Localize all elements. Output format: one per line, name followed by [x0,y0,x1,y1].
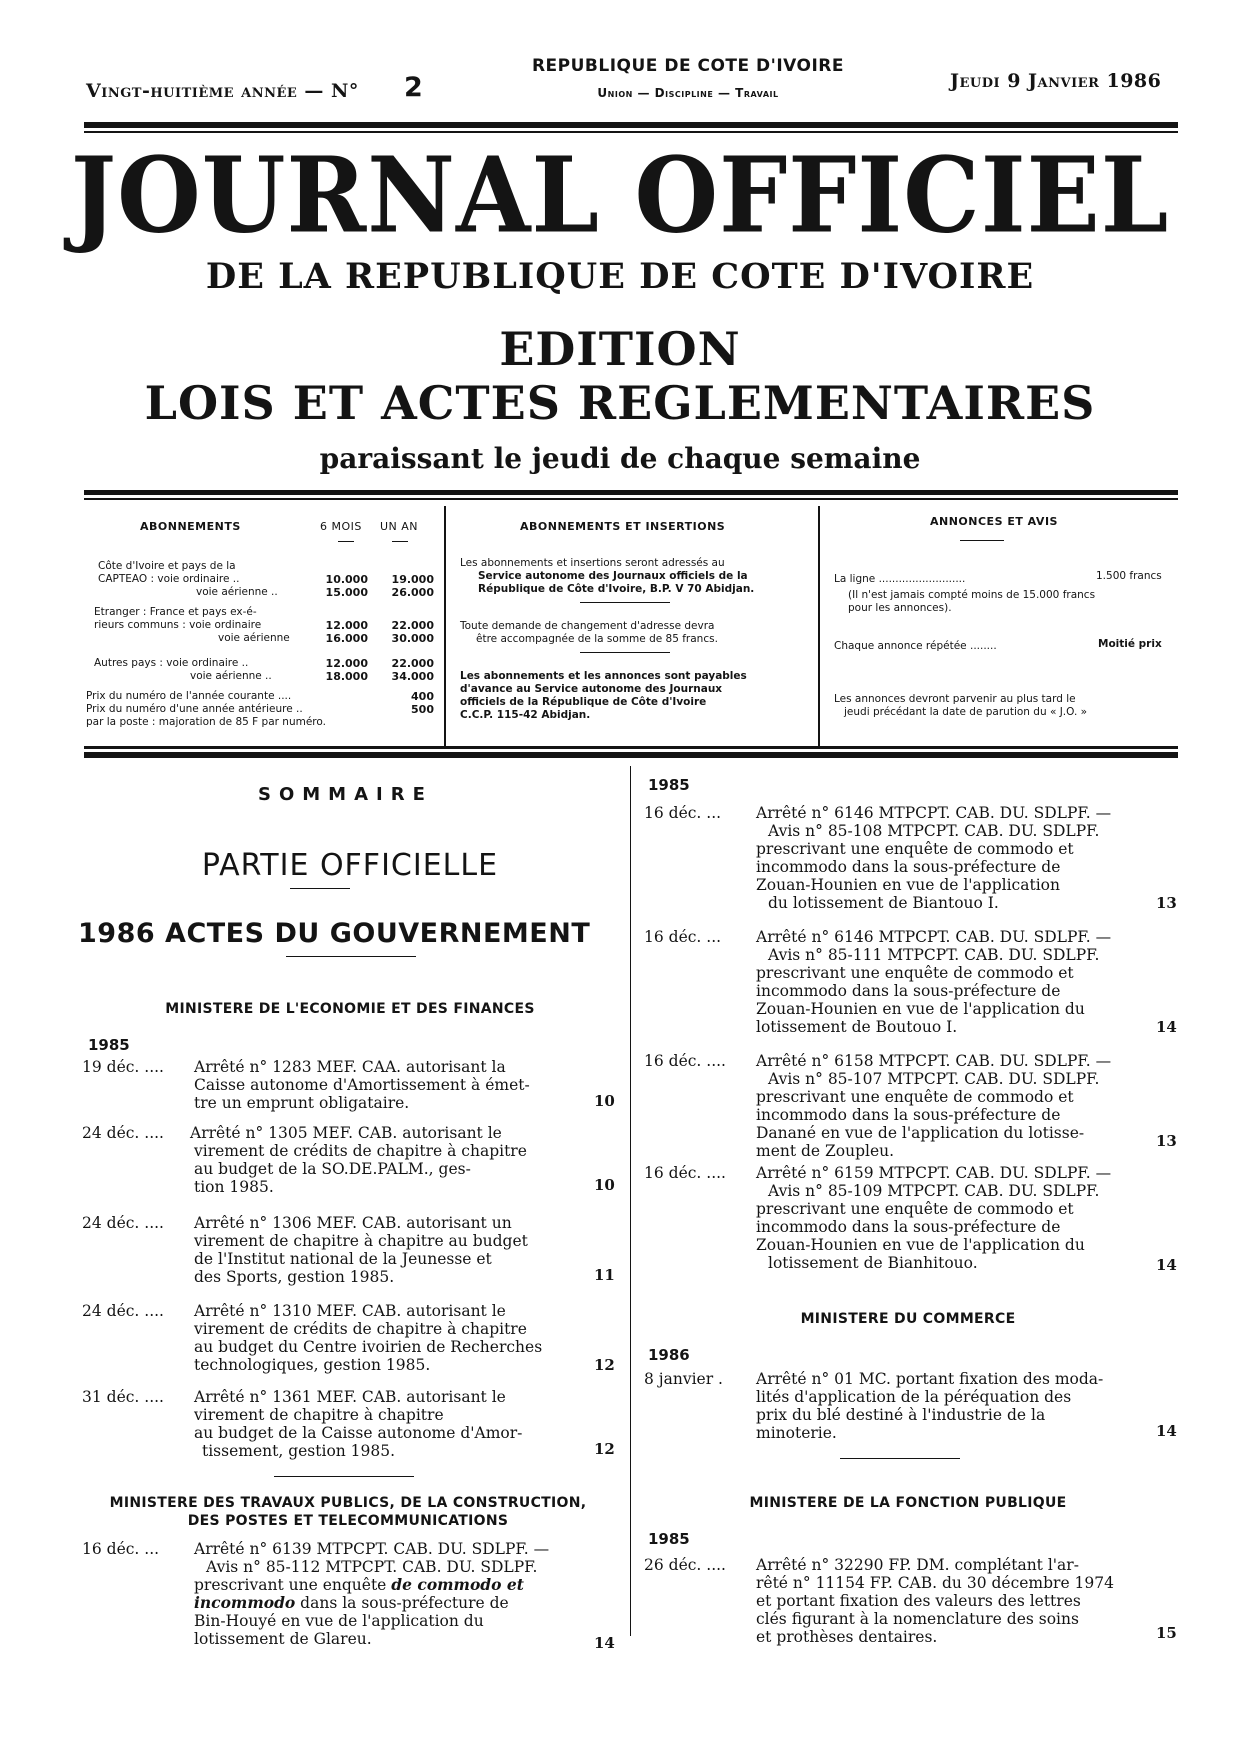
entry-page: 13 [1156,894,1177,912]
year-heading: 1985 [88,1036,130,1054]
ligne-note: (Il n'est jamais compté moins de 15.000 francs [848,589,1096,601]
box-divider [818,506,820,746]
insertions-text: Service autonome des Journaux officiels de la [478,570,748,582]
entry-line-italic: incommodo [194,1593,296,1612]
postal-surcharge: par la poste : majoration de 85 F par numéro. [86,716,326,728]
insertions-divider [580,652,670,653]
entry-line-italic: de commodo et [391,1575,524,1594]
entry-page: 10 [594,1092,615,1110]
abo-price: 18.000 [325,670,368,683]
abo-price: 26.000 [391,586,434,599]
entry-line: Avis n° 85-107 MTPCPT. CAB. DU. SDLPF. [768,1070,1100,1088]
col-six-months: 6 MOIS [320,520,362,533]
section-divider [274,1476,414,1477]
entry-page: 14 [1156,1422,1177,1440]
abo-price: 12.000 [325,657,368,670]
entry-date: 24 déc. .... [82,1302,164,1320]
insertions-text: d'avance au Service autonome des Journaux [460,683,723,695]
ligne-label: La ligne .......................... [834,573,966,585]
entry-date: 16 déc. ... [82,1540,160,1558]
edition-label: EDITION [499,322,741,376]
header-rule-thin [84,131,1178,133]
abo-row-4: voie aérienne [218,632,290,644]
entry-line: Arrêté n° 6139 MTPCPT. CAB. DU. SDLPF. — [194,1540,550,1558]
insertions-text: Les abonnements et insertions seront adressés au [460,557,725,569]
sommaire-entry [644,1370,1177,1450]
entry-line-part: prescrivant une enquête [194,1576,392,1594]
entry-line: lotissement de Bianhitouo. [768,1254,978,1272]
box-bottom-rule [84,746,1178,749]
entry-page: 13 [1156,1132,1177,1150]
sommaire-entry [644,1164,1177,1284]
entry-line: Caisse autonome d'Amortissement à émet- [194,1076,530,1094]
insertions-title: ABONNEMENTS ET INSERTIONS [520,520,726,533]
section-divider [840,1458,960,1459]
year-heading: 1985 [648,1530,690,1548]
abo-price: 22.000 [391,619,434,632]
edition-type: LOIS ET ACTES REGLEMENTAIRES [144,376,1096,430]
ministry-heading: DES POSTES ET TELECOMMUNICATIONS [187,1513,509,1529]
box-divider [444,506,446,746]
entry-line: incommodo dans la sous-préfecture de [756,982,1061,1000]
sommaire-entry [644,1052,1177,1172]
entry-line: Avis n° 85-111 MTPCPT. CAB. DU. SDLPF. [768,946,1100,964]
partie-underline [290,888,350,889]
abo-price: 19.000 [391,573,434,586]
entry-line: Zouan-Hounien en vue de l'application du [756,1236,1085,1254]
partie-officielle: PARTIE OFFICIELLE [201,848,499,883]
entry-line: Arrêté n° 6158 MTPCPT. CAB. DU. SDLPF. — [756,1052,1112,1070]
entry-line: Zouan-Hounien en vue de l'application du [756,1000,1085,1018]
entry-line: virement de crédits de chapitre à chapitre [194,1320,527,1338]
issue-date: Jeudi 9 Janvier 1986 [950,70,1162,92]
ligne-price: 1.500 francs [1096,570,1162,582]
abo-price: 12.000 [325,619,368,632]
insertions-text: officiels de la République de Côte d'Ivoire [460,696,707,708]
entry-date: 16 déc. .... [644,1052,726,1070]
price-previous-value: 500 [411,703,434,716]
entry-line: rêté n° 11154 FP. CAB. du 30 décembre 1974 [756,1574,1115,1592]
entry-line: de l'Institut national de la Jeunesse et [194,1250,492,1268]
abo-price: 34.000 [391,670,434,683]
sommaire-title: SOMMAIRE [258,784,433,805]
price-current-value: 400 [411,690,434,703]
entry-date: 16 déc. .... [644,1164,726,1182]
insertions-text: Les abonnements et les annonces sont payables [460,670,747,682]
year-heading: 1986 [648,1346,690,1364]
sommaire-entry [82,1124,615,1204]
entry-line: Danané en vue de l'application du lotisse- [756,1124,1085,1142]
entry-line: lotissement de Glareu. [194,1630,372,1648]
annonces-divider [960,540,1004,541]
entry-line: incommodo dans la sous-préfecture de [756,1106,1061,1124]
sommaire-entry [644,928,1177,1048]
repeat-label: Chaque annonce répétée ........ [834,640,997,652]
entry-line: prix du blé destiné à l'industrie de la [756,1406,1046,1424]
journal-title: JOURNAL OFFICIEL [70,134,1170,257]
sommaire-entry [82,1302,615,1382]
entry-line: prescrivant une enquête de commodo et [756,1200,1074,1218]
entry-line: Avis n° 85-109 MTPCPT. CAB. DU. SDLPF. [768,1182,1100,1200]
entry-line: lotissement de Boutouo I. [756,1018,958,1036]
entry-line: au budget du Centre ivoirien de Recherches [194,1338,543,1356]
abo-row-1a: Côte d'Ivoire et pays de la [98,560,236,572]
entry-line: virement de chapitre à chapitre [194,1406,444,1424]
entry-line: Arrêté n° 1283 MEF. CAA. autorisant la [194,1058,506,1076]
entry-line: du lotissement de Biantouo I. [768,894,999,912]
entry-line: virement de chapitre à chapitre au budget [194,1232,528,1250]
entry-line: ment de Zoupleu. [756,1142,895,1160]
abo-row-5: Autres pays : voie ordinaire .. [94,657,249,669]
entry-line: des Sports, gestion 1985. [194,1268,395,1286]
entry-line: Arrêté n° 01 MC. portant fixation des moda- [756,1370,1104,1388]
entry-line: Arrêté n° 6159 MTPCPT. CAB. DU. SDLPF. — [756,1164,1112,1182]
sommaire-entry [82,1214,615,1294]
price-previous-issue: Prix du numéro d'une année antérieure .. [86,703,303,715]
ministry-heading: MINISTERE DES TRAVAUX PUBLICS, DE LA CONSTRUCTION, [109,1495,587,1511]
abo-row-3a: Etranger : France et pays ex-é- [94,606,257,618]
abo-row-3b: rieurs communs : voie ordinaire [94,619,262,631]
entry-line: et portant fixation des valeurs des lettres [756,1592,1081,1610]
entry-page: 14 [1156,1018,1177,1036]
repeat-price: Moitié prix [1098,638,1162,650]
col-dash [392,541,408,542]
ministry-heading: MINISTERE DE LA FONCTION PUBLIQUE [749,1495,1067,1511]
ministry-heading: MINISTERE DE L'ECONOMIE ET DES FINANCES [165,1001,535,1017]
entry-line: prescrivant une enquête de commodo et [756,964,1074,982]
entry-page: 15 [1156,1624,1177,1642]
abo-price: 15.000 [325,586,368,599]
entry-line: prescrivant une enquête de commodo et [756,840,1074,858]
entry-date: 26 déc. .... [644,1556,726,1574]
entry-line: au budget de la Caisse autonome d'Amor- [194,1424,523,1442]
entry-line: Arrêté n° 6146 MTPCPT. CAB. DU. SDLPF. — [756,804,1112,822]
entry-page: 10 [594,1176,615,1194]
insertions-text: C.C.P. 115-42 Abidjan. [460,709,591,721]
deadline-text: jeudi précédant la date de parution du « J.O. » [844,706,1088,718]
entry-line: tion 1985. [194,1178,274,1196]
entry-page: 14 [1156,1256,1177,1274]
entry-line: clés figurant à la nomenclature des soins [756,1610,1079,1628]
entry-date: 24 déc. .... [82,1124,164,1142]
entry-line: tissement, gestion 1985. [202,1442,396,1460]
entry-line: tre un emprunt obligataire. [194,1094,410,1112]
entry-date: 19 déc. .... [82,1058,164,1076]
year-heading: 1985 [648,776,690,794]
insertions-divider [580,602,670,603]
abo-price: 30.000 [391,632,434,645]
entry-line: Arrêté n° 1361 MEF. CAB. autorisant le [194,1388,506,1406]
abo-price: 22.000 [391,657,434,670]
sommaire-entry [644,1556,1177,1656]
entry-page: 11 [594,1266,615,1284]
abo-row-1b: CAPTEAO : voie ordinaire .. [98,573,240,585]
entry-line: Avis n° 85-112 MTPCPT. CAB. DU. SDLPF. [206,1558,538,1576]
entry-line: incommodo dans la sous-préfecture de [756,858,1061,876]
entry-line: Arrêté n° 1310 MEF. CAB. autorisant le [194,1302,506,1320]
year-line: Vingt-huitième année — N° [86,80,359,102]
entry-line [194,1576,524,1594]
entry-page: 14 [594,1634,615,1652]
insertions-text: République de Côte d'Ivoire, B.P. V 70 Abidjan. [478,583,755,595]
entry-date: 24 déc. .... [82,1214,164,1232]
col-dash [338,541,354,542]
entry-line: au budget de la SO.DE.PALM., ges- [194,1160,471,1178]
entry-page: 12 [594,1440,615,1458]
entry-date: 16 déc. ... [644,804,722,822]
masthead-rule-thin [84,498,1178,500]
abo-row-6: voie aérienne .. [190,670,272,682]
entry-line: minoterie. [756,1424,837,1442]
abonnements-title: ABONNEMENTS [140,520,241,533]
journal-subtitle: DE LA REPUBLIQUE DE COTE D'IVOIRE [205,256,1035,297]
ministry-heading: MINISTERE DU COMMERCE [800,1311,1016,1327]
entry-line: incommodo dans la sous-préfecture de [756,1218,1061,1236]
national-motto: Union — Discipline — Travail [597,86,779,100]
entry-line: technologiques, gestion 1985. [194,1356,431,1374]
entry-page: 12 [594,1356,615,1374]
column-divider [630,766,631,1636]
annonces-title: ANNONCES ET AVIS [930,515,1058,528]
sommaire-entry [644,804,1177,924]
entry-line: Arrêté n° 6146 MTPCPT. CAB. DU. SDLPF. — [756,928,1112,946]
periodicity: paraissant le jeudi de chaque semaine [319,442,921,475]
entry-line: Arrêté n° 32290 FP. DM. complétant l'ar- [756,1556,1079,1574]
entry-line: prescrivant une enquête de commodo et [756,1088,1074,1106]
sommaire-entry [82,1388,615,1468]
entry-line-part: dans la sous-préfecture de [295,1594,509,1612]
entry-line: Arrêté n° 1305 MEF. CAB. autorisant le [190,1124,502,1142]
header-rule [84,122,1178,128]
entry-line [194,1594,509,1612]
entry-line: Bin-Houyé en vue de l'application du [194,1612,484,1630]
insertions-text: Toute demande de changement d'adresse devra [460,620,715,632]
republic-name: REPUBLIQUE DE COTE D'IVOIRE [531,56,845,76]
actes-underline [286,956,416,957]
insertions-text: être accompagnée de la somme de 85 francs. [476,633,718,645]
actes-heading: 1986 ACTES DU GOUVERNEMENT [78,918,591,949]
entry-line: Zouan-Hounien en vue de l'application [756,876,1060,894]
deadline-text: Les annonces devront parvenir au plus tard le [834,693,1076,705]
entry-date: 31 déc. .... [82,1388,164,1406]
issue-number: 2 [404,72,423,103]
abo-price: 10.000 [325,573,368,586]
price-current-issue: Prix du numéro de l'année courante .... [86,690,292,702]
ligne-note: pour les annonces). [848,602,952,614]
entry-line: Arrêté n° 1306 MEF. CAB. autorisant un [194,1214,512,1232]
entry-line: et prothèses dentaires. [756,1628,938,1646]
sommaire-entry [82,1540,615,1660]
box-bottom-rule-thick [84,752,1178,758]
entry-line: lités d'application de la péréquation des [756,1388,1072,1406]
masthead-rule [84,490,1178,495]
entry-line: Avis n° 85-108 MTPCPT. CAB. DU. SDLPF. [768,822,1100,840]
abo-row-2: voie aérienne .. [196,586,278,598]
entry-line: virement de crédits de chapitre à chapitre [194,1142,527,1160]
entry-date: 8 janvier . [644,1370,723,1388]
entry-date: 16 déc. ... [644,928,722,946]
abo-price: 16.000 [325,632,368,645]
col-one-year: UN AN [380,520,419,533]
